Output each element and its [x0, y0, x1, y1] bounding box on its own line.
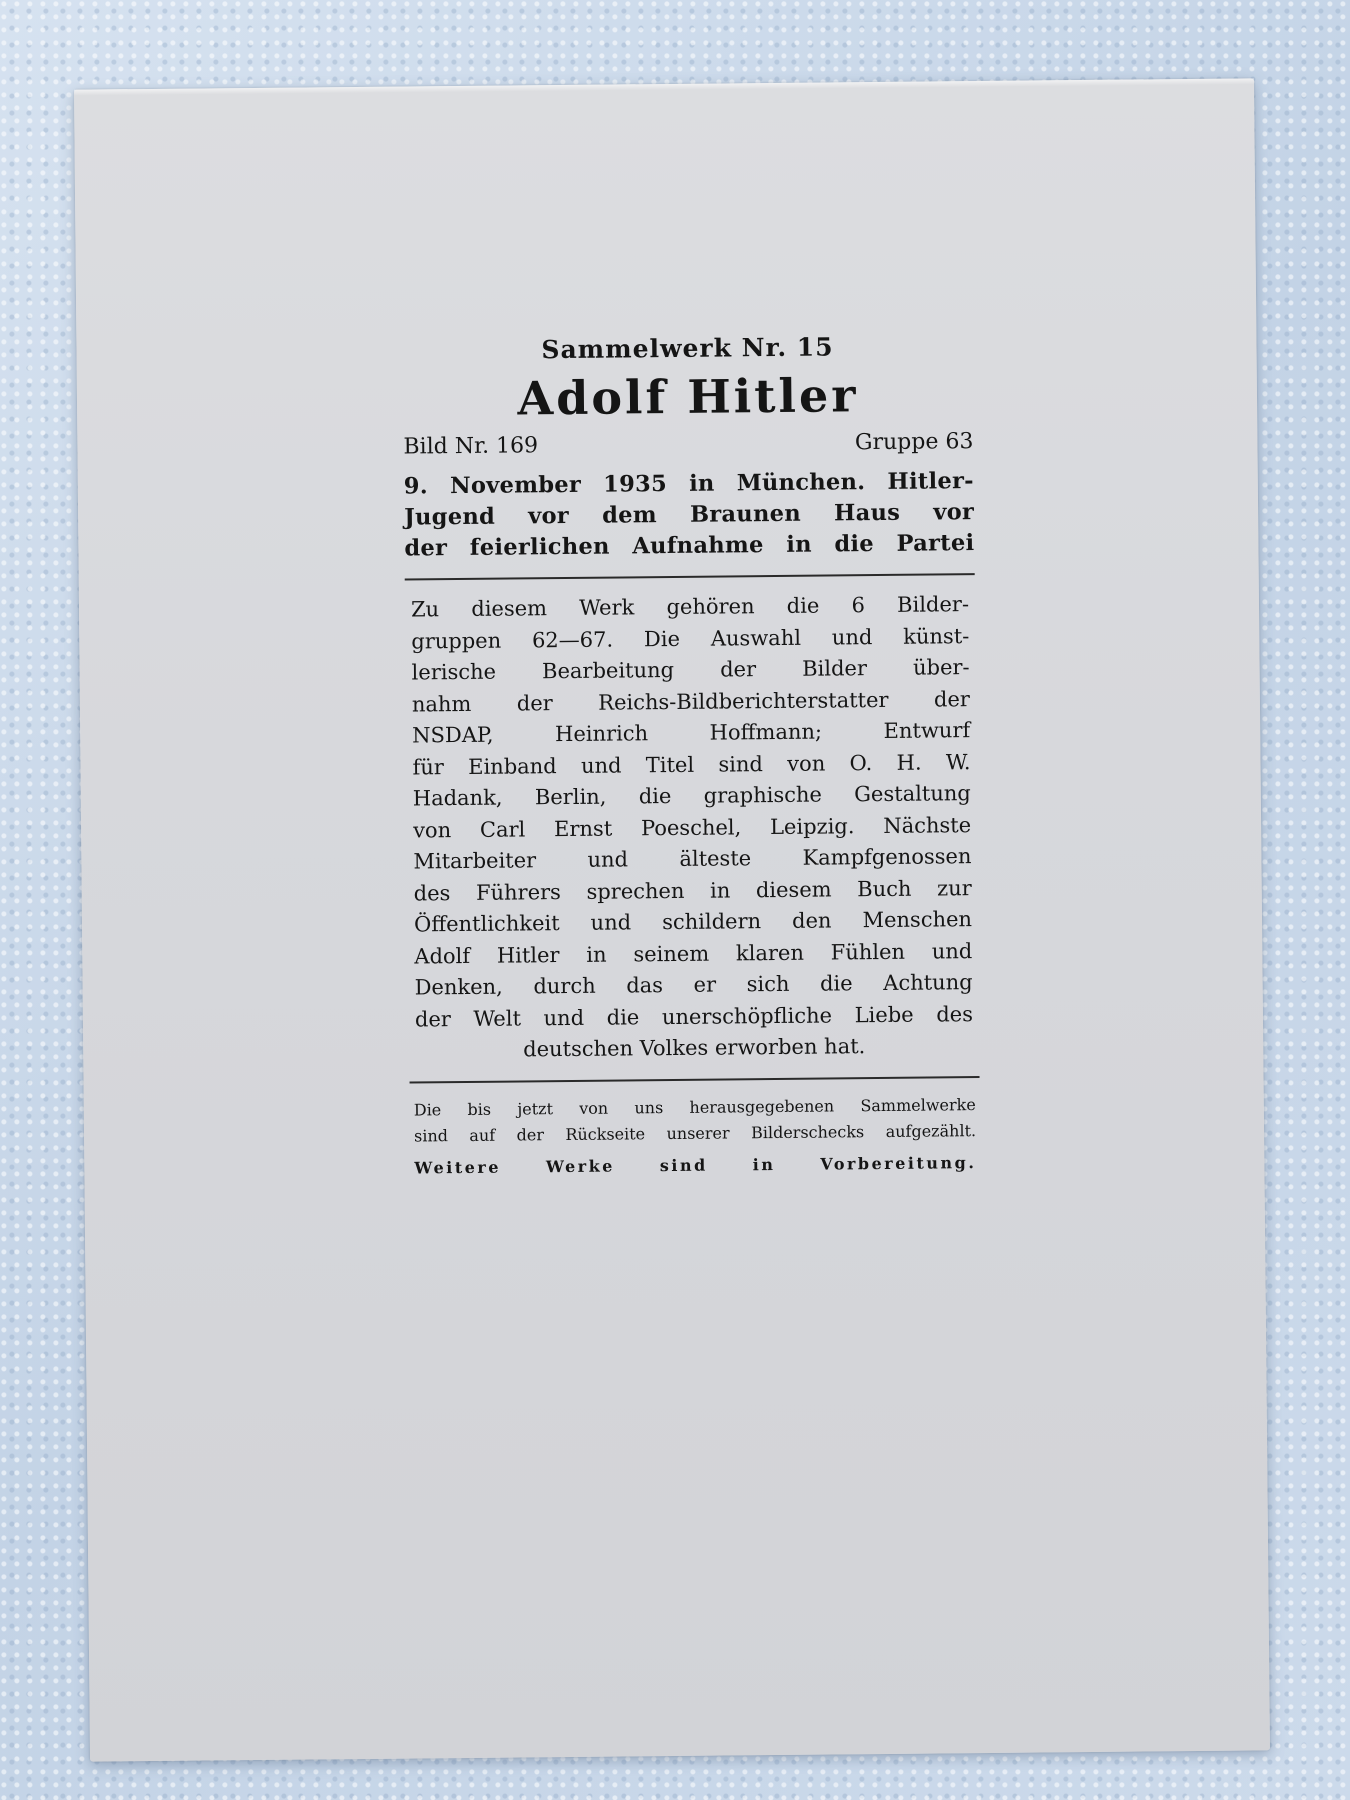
- divider-rule: [405, 573, 975, 580]
- paragraph-line: NSDAP, Heinrich Hoffmann; Entwurf: [412, 718, 971, 748]
- caption-line: 9. November 1935 in München. Hitler-: [403, 468, 974, 500]
- paragraph-line: nahm der Reichs-Bildberichterstatter der: [411, 686, 971, 716]
- meta-row: [403, 428, 973, 461]
- paragraph-line: für Einband und Titel sind von O. H. W.: [412, 749, 971, 779]
- card-text-block: [402, 331, 980, 1181]
- card-edge-highlight: [74, 78, 1254, 95]
- paragraph-line: Adolf Hitler in seinem klaren Fühlen und: [414, 938, 973, 968]
- paragraph-line: von Carl Ernst Poeschel, Leipzig. Nächste: [413, 812, 972, 842]
- paragraph-line: Öffentlichkeit und schildern den Menschen: [413, 907, 973, 937]
- note-line: Die bis jetzt von uns herausgegebenen Sammelwerke: [413, 1094, 976, 1119]
- series-heading: Sammelwerk Nr. 15: [541, 332, 834, 365]
- paragraph-line: lerische Bearbeitung der Bilder über-: [411, 655, 970, 685]
- caption-line: Jugend vor dem Braunen Haus vor: [403, 499, 975, 531]
- paragraph-line: Denken, durch das er sich die Achtung: [414, 970, 973, 1000]
- paragraph-line: deutschen Volkes erworben hat.: [523, 1034, 866, 1062]
- divider-rule: [410, 1076, 980, 1083]
- paragraph-line: Hadank, Berlin, die graphische Gestaltung: [412, 781, 971, 811]
- paragraph-line: Mitarbeiter und älteste Kampfgenossen: [413, 844, 972, 874]
- paragraph-line: Zu diesem Werk gehören die 6 Bilder-: [410, 592, 970, 622]
- paragraph-line: der Welt und die unerschöpfliche Liebe des: [414, 1001, 974, 1031]
- note-line: sind auf der Rückseite unserer Bilderschecks aufgezählt.: [413, 1120, 977, 1145]
- paragraph-line: gruppen 62—67. Die Auswahl und künst-: [411, 623, 970, 653]
- description-paragraph: [405, 589, 980, 1067]
- picture-caption: [404, 466, 975, 564]
- group-number: Gruppe 63: [854, 429, 974, 456]
- paragraph-line: des Führers sprechen in diesem Buch zur: [413, 875, 972, 905]
- picture-number: Bild Nr. 169: [403, 433, 539, 460]
- publisher-notes: [410, 1092, 981, 1181]
- collector-card-back: [74, 78, 1270, 1761]
- caption-line: der feierlichen Aufnahme in die Partei: [404, 530, 975, 562]
- card-title: Adolf Hitler: [517, 368, 859, 426]
- note-line: Weitere Werke sind in Vorbereitung.: [414, 1152, 977, 1177]
